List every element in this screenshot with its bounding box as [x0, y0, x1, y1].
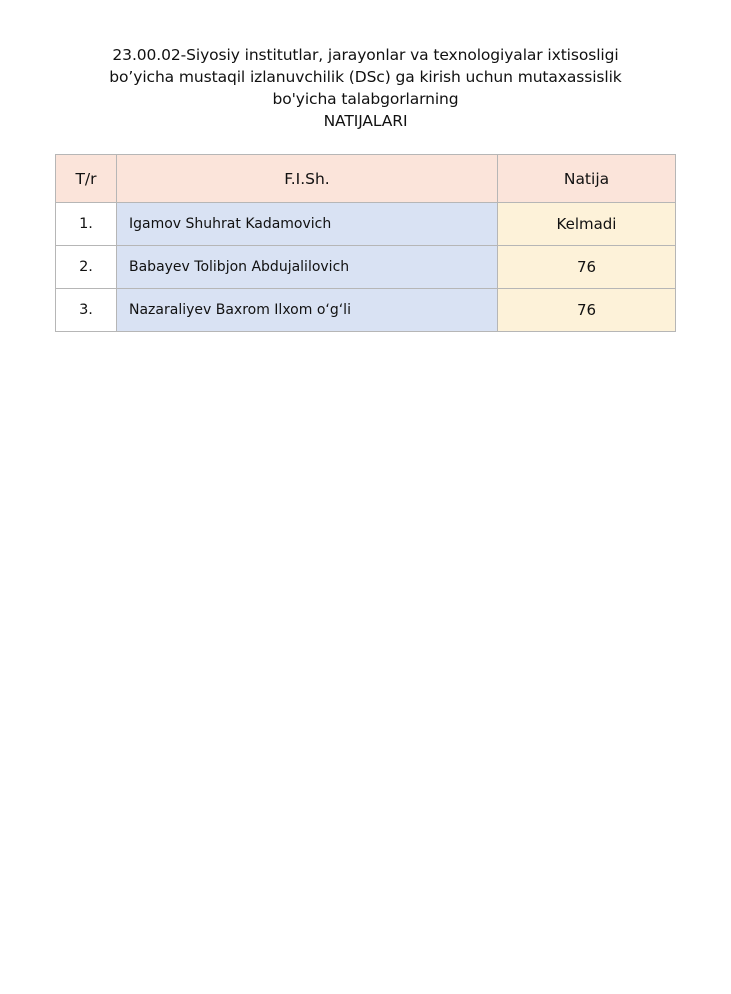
- column-header-natija: Natija: [498, 155, 676, 203]
- page-title: [46, 44, 686, 132]
- table-row: [56, 203, 676, 246]
- column-header-fish: F.I.Sh.: [117, 155, 498, 203]
- table-body: [56, 203, 676, 332]
- cell-name: Nazaraliyev Baxrom Ilxom o‘g‘li: [117, 289, 498, 332]
- cell-index: 1.: [56, 203, 117, 246]
- table-row: [56, 246, 676, 289]
- cell-name: Babayev Tolibjon Abdujalilovich: [117, 246, 498, 289]
- page-title-results-word: NATIJALARI: [323, 112, 408, 130]
- cell-score: 76: [498, 289, 676, 332]
- table-header-row: [56, 155, 676, 203]
- page-title-line-3: bo'yicha talabgorlarning: [272, 90, 459, 108]
- cell-index: 3.: [56, 289, 117, 332]
- cell-name: Igamov Shuhrat Kadamovich: [117, 203, 498, 246]
- page-title-line-1: 23.00.02-Siyosiy institutlar, jarayonlar va texnologiyalar ixtisosligi: [112, 46, 619, 64]
- column-header-tr: T/r: [56, 155, 117, 203]
- cell-score: Kelmadi: [498, 203, 676, 246]
- table-row: [56, 289, 676, 332]
- table-header: [56, 155, 676, 203]
- cell-score: 76: [498, 246, 676, 289]
- results-table: [55, 154, 676, 332]
- cell-index: 2.: [56, 246, 117, 289]
- page-title-line-2: bo’yicha mustaqil izlanuvchilik (DSc) ga kirish uchun mutaxassislik: [109, 68, 622, 86]
